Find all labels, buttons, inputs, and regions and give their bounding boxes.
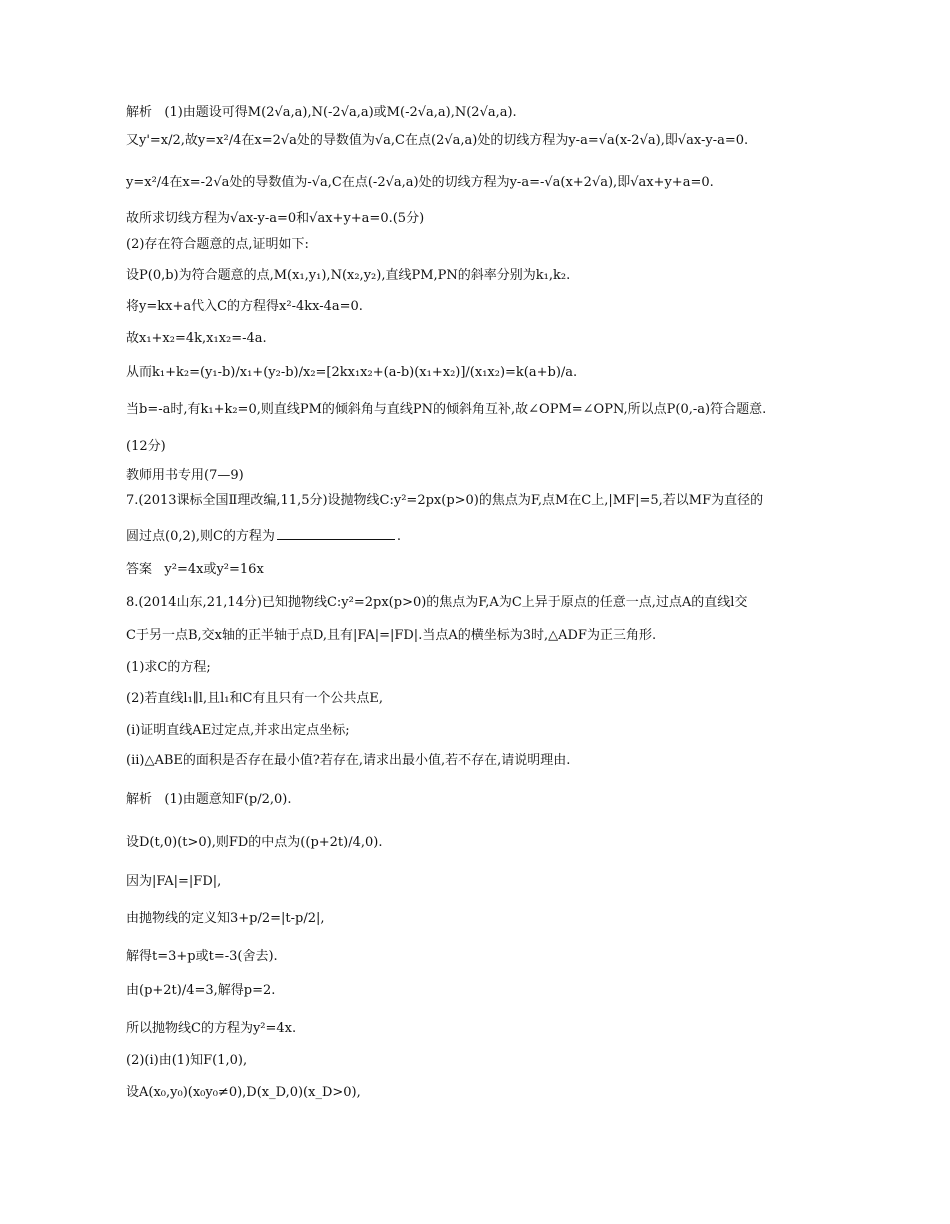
text-line: 由抛物线的定义知3+p/2=|t-p/2|, [126, 911, 325, 926]
text-line: 所以抛物线C的方程为y²=4x. [126, 1021, 297, 1036]
text-line: 从而k₁+k₂=(y₁-b)/x₁+(y₂-b)/x₂=[2kx₁x₂+(a-b)(x₁+x₂)]/(x₁x₂)=k(a+b)/a. [126, 365, 578, 380]
text-line: (2)(i)由(1)知F(1,0), [126, 1053, 248, 1068]
question-8-continued: C于另一点B,交x轴的正半轴于点D,且有|FA|=|FD|.当点A的横坐标为3时,△ADF为正三角形. [126, 628, 657, 643]
text-line: 设D(t,0)(t>0),则FD的中点为((p+2t)/4,0). [126, 835, 383, 850]
text-line: (1)求C的方程; [126, 660, 211, 675]
text-line: 解析 (1)由题意知F(p/2,0). [126, 792, 292, 807]
answer-blank [277, 527, 395, 540]
question-7-continued: 圆过点(0,2),则C的方程为 . [126, 529, 402, 544]
text-line: 由(p+2t)/4=3,解得p=2. [126, 983, 276, 998]
text-line: (2)若直线l₁∥l,且l₁和C有且只有一个公共点E, [126, 691, 384, 706]
text-line: (2)存在符合题意的点,证明如下: [126, 237, 309, 252]
text-line: 因为|FA|=|FD|, [126, 874, 222, 889]
text-line: 又y'=x/2,故y=x²/4在x=2√a处的导数值为√a,C在点(2√a,a)处的切线方程为y-a=√a(x-2√a),即√ax-y-a=0. [126, 133, 749, 148]
text-line: 故x₁+x₂=4k,x₁x₂=-4a. [126, 331, 267, 346]
answer-line: 答案 y²=4x或y²=16x [126, 562, 264, 577]
text-line: 将y=kx+a代入C的方程得x²-4kx-4a=0. [126, 299, 363, 314]
text-line: 当b=-a时,有k₁+k₂=0,则直线PM的倾斜角与直线PN的倾斜角互补,故∠OPM=∠OPN,所以点P(0,-a)符合题意. [126, 402, 767, 417]
text-line: 设P(0,b)为符合题意的点,M(x₁,y₁),N(x₂,y₂),直线PM,PN的斜率分别为k₁,k₂. [126, 268, 571, 283]
text-line: y=x²/4在x=-2√a处的导数值为-√a,C在点(-2√a,a)处的切线方程为y-a=-√a(x+2√a),即√ax+y+a=0. [126, 175, 714, 190]
text-line: 解析 (1)由题设可得M(2√a,a),N(-2√a,a)或M(-2√a,a),N(2√a,a). [126, 105, 517, 120]
text-line: (i)证明直线AE过定点,并求出定点坐标; [126, 723, 350, 738]
text-line: (12分) [126, 439, 166, 454]
question-7: 7.(2013课标全国Ⅱ理改编,11,5分)设抛物线C:y²=2px(p>0)的焦点为F,点M在C上,|MF|=5,若以MF为直径的 [126, 493, 764, 508]
section-heading: 教师用书专用(7—9) [126, 468, 244, 483]
text-line: 解得t=3+p或t=-3(舍去). [126, 949, 278, 964]
text-line: 设A(x₀,y₀)(x₀y₀≠0),D(x_D,0)(x_D>0), [126, 1085, 361, 1100]
text-line: 故所求切线方程为√ax-y-a=0和√ax+y+a=0.(5分) [126, 211, 425, 226]
text-line: (ii)△ABE的面积是否存在最小值?若存在,请求出最小值,若不存在,请说明理由. [126, 753, 571, 768]
question-8: 8.(2014山东,21,14分)已知抛物线C:y²=2px(p>0)的焦点为F,A为C上异于原点的任意一点,过点A的直线l交 [126, 595, 748, 610]
